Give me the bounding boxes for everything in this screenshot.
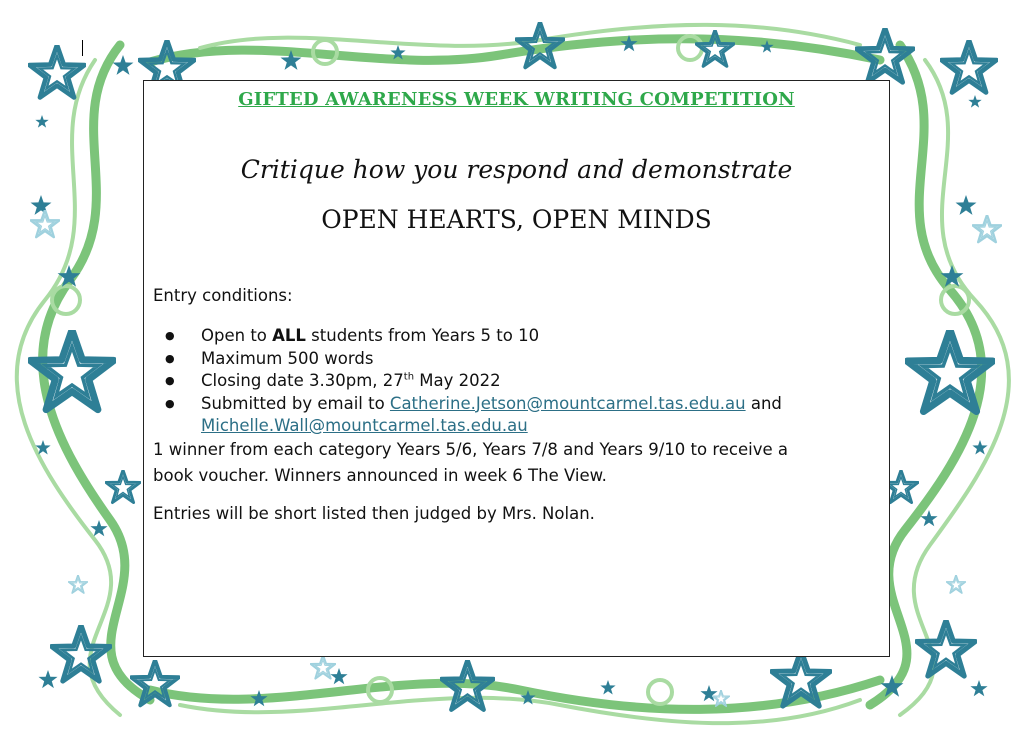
headline: OPEN HEARTS, OPEN MINDS bbox=[321, 205, 712, 234]
list-item: ● Closing date 3.30pm, 27th May 2022 bbox=[162, 370, 782, 393]
emphasis-all: ALL bbox=[272, 326, 306, 345]
subtitle: Critique how you respond and demonstrate bbox=[240, 155, 793, 184]
judging-note: Entries will be short listed then judged by Mrs. Nolan. bbox=[153, 504, 595, 523]
list-item-continuation bbox=[162, 415, 782, 438]
email-link-michelle[interactable]: Michelle.Wall@mountcarmel.tas.edu.au bbox=[201, 416, 528, 435]
list-item: ● Open to ALL students from Years 5 to 10 bbox=[162, 325, 782, 348]
entry-conditions-list bbox=[162, 325, 782, 438]
winner-info: 1 winner from each category Years 5/6, Years 7/8 and Years 9/10 to receive a book voucher. Winners announced in week 6 The View. bbox=[153, 440, 788, 485]
email-link-catherine[interactable]: Catherine.Jetson@mountcarmel.tas.edu.au bbox=[389, 393, 746, 413]
list-item: ● Submitted by email to Catherine.Jetson@mountcarmel.tas.edu.au and bbox=[162, 393, 782, 416]
list-item: ● Maximum 500 words bbox=[162, 348, 782, 371]
entry-conditions-label: Entry conditions: bbox=[153, 286, 293, 305]
text-cursor bbox=[82, 40, 83, 56]
competition-title: GIFTED AWARENESS WEEK WRITING COMPETITION bbox=[238, 89, 795, 110]
competition-flyer bbox=[143, 80, 890, 657]
